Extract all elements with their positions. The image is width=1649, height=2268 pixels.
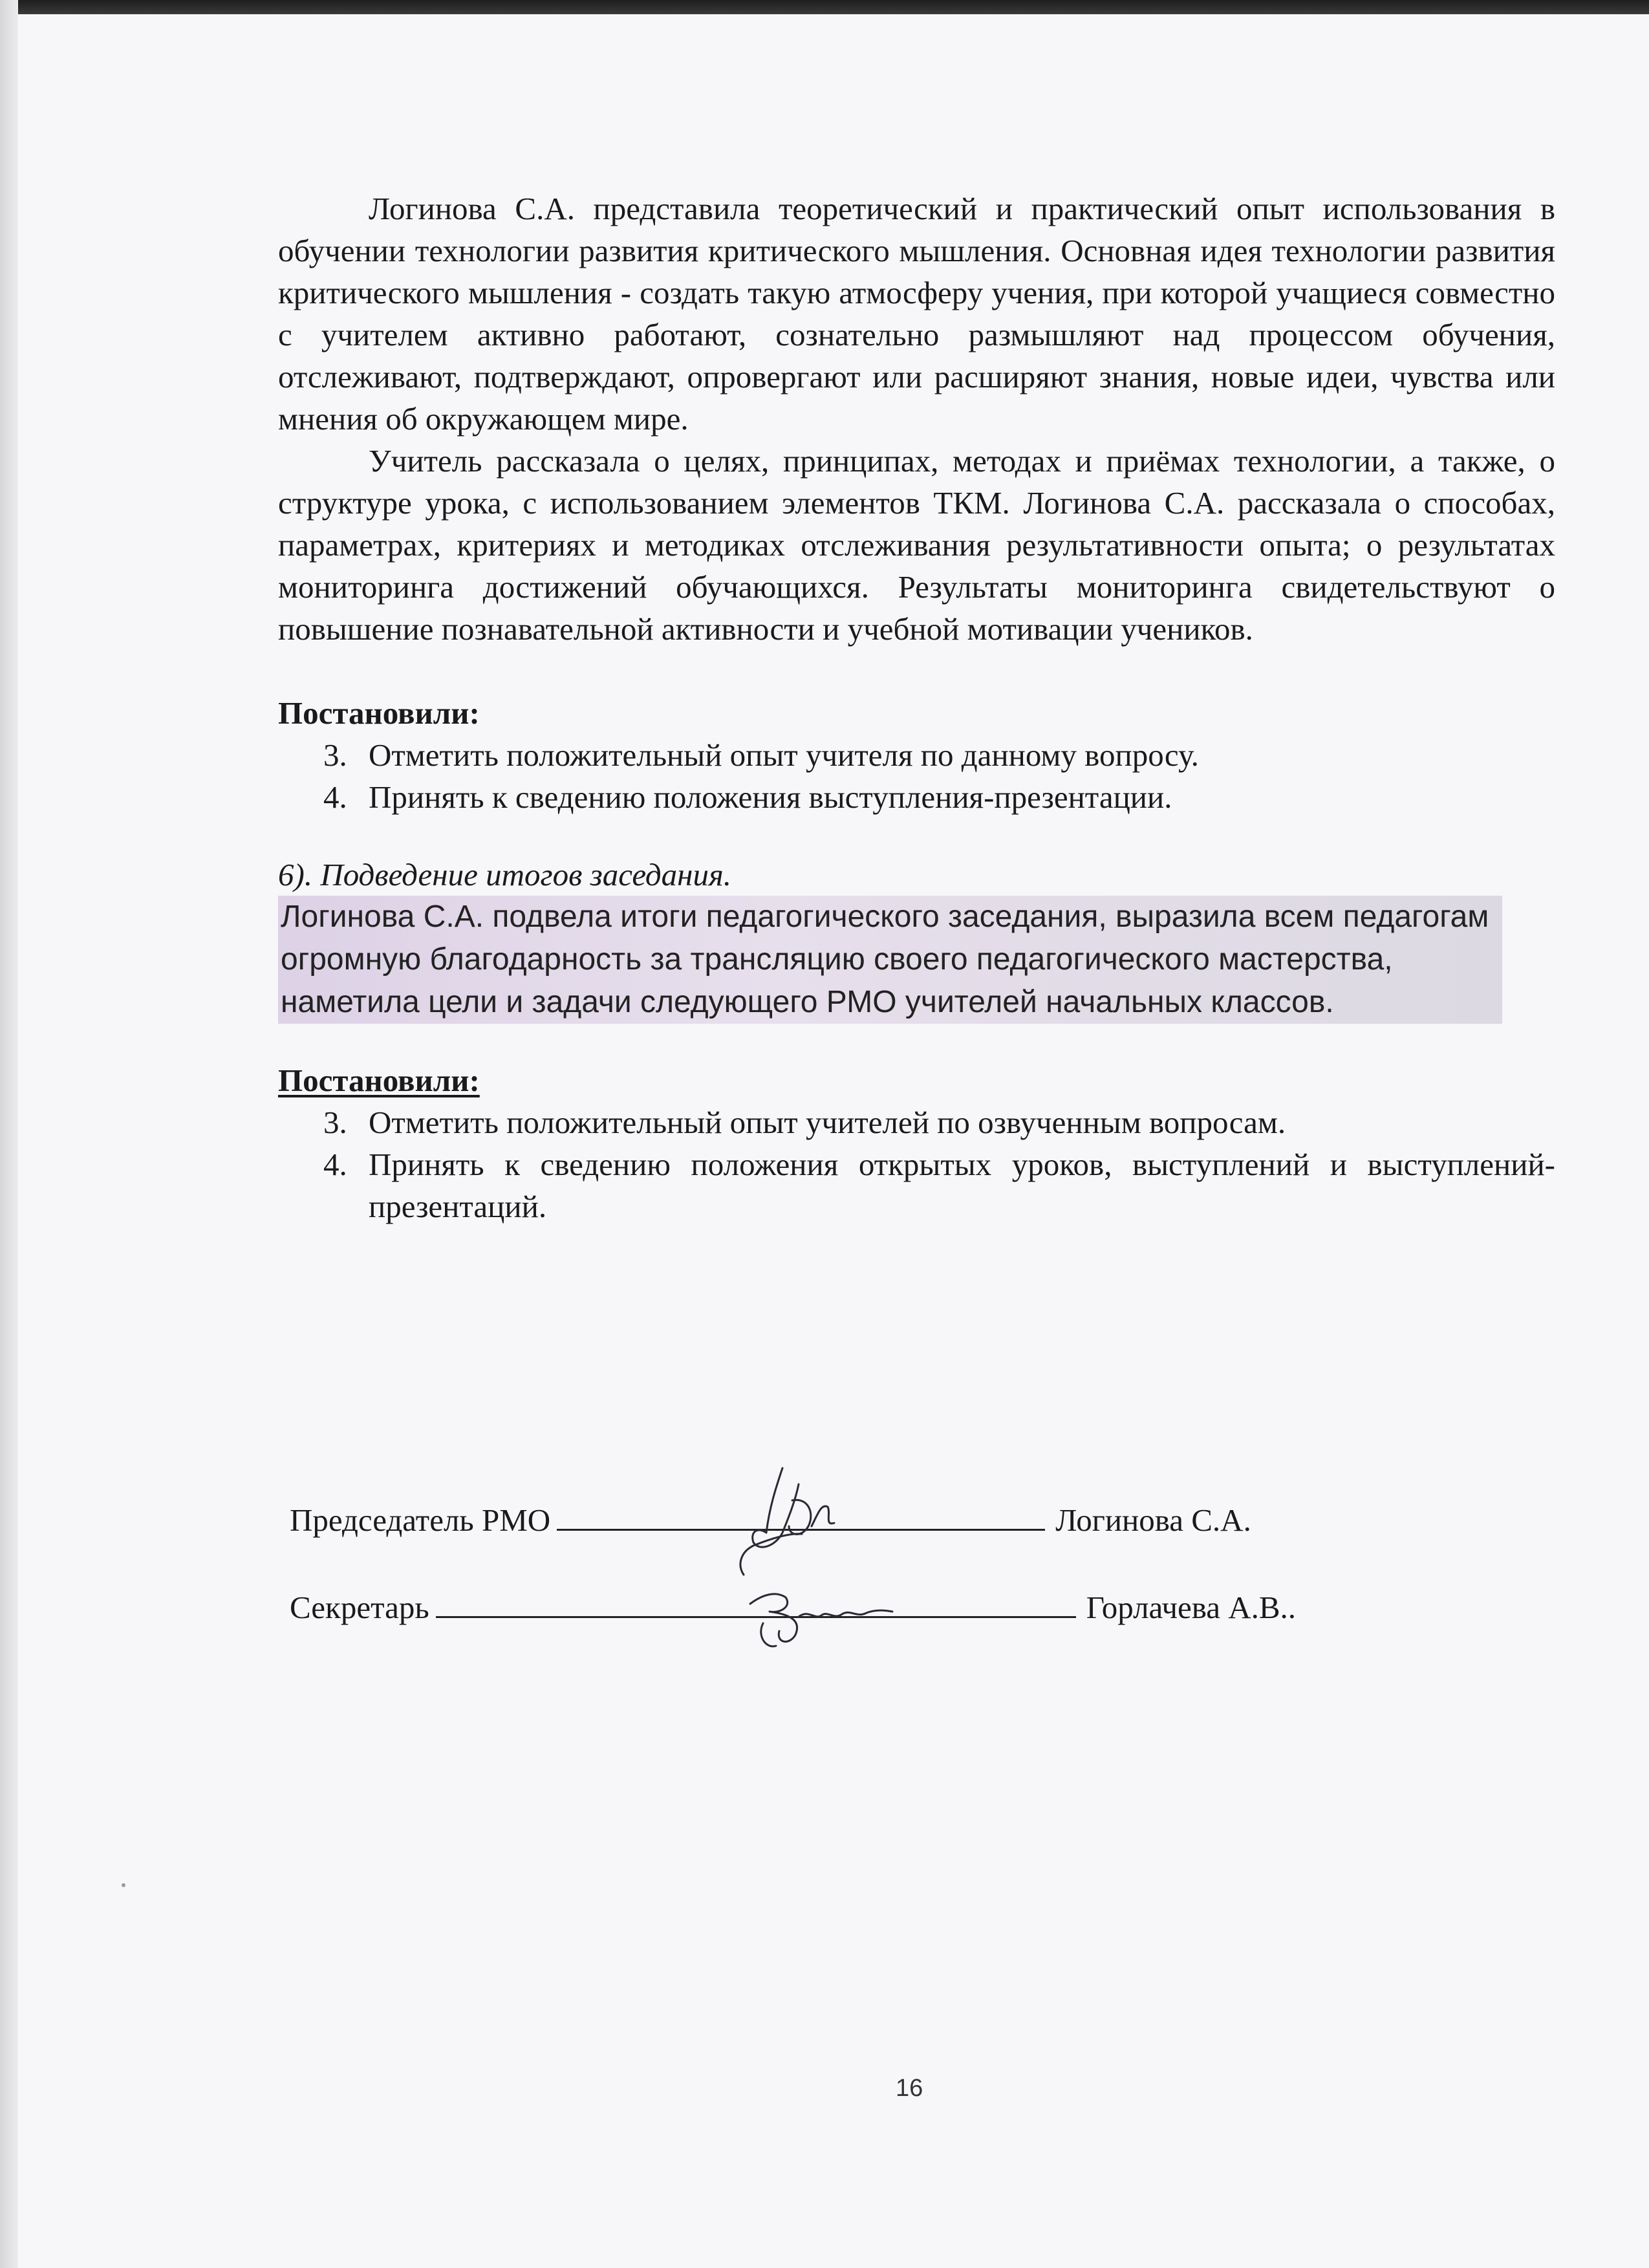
list-item-text: Отметить положительный опыт учителей по озвученным вопросам. — [369, 1105, 1286, 1140]
scan-edge-left — [0, 0, 18, 2268]
highlighted-summary: Логинова С.А. подвела итоги педагогического заседания, выразила всем педагогам огромную благодарность за трансляцию своего педагогического мастерства, наметила цели и задачи следующего РМО учителей начальных классов. — [278, 896, 1502, 1024]
resolution-heading: Постановили: — [278, 695, 480, 731]
list-item — [278, 1101, 1555, 1143]
list-item-number: 4. — [323, 779, 347, 815]
list-item — [278, 776, 1555, 818]
list-item-number: 3. — [323, 1105, 347, 1140]
list-item-text: Принять к сведению положения открытых уроков, выступлений и выступлений-презентаций. — [369, 1147, 1555, 1224]
list-item — [278, 1143, 1555, 1227]
scan-edge-top — [0, 0, 1649, 14]
chair-signature — [740, 1468, 834, 1575]
resolution-list — [278, 1101, 1555, 1227]
paragraph-critical-thinking: Логинова С.А. представила теоретический и практический опыт использования в обучении технологии развития критического мышления. Основная идея технологии развития критического мышления - создать такую атмосферу учения, при которой учащиеся совместно с учителем активно работают, сознательно размышляют над процессом обучения, отслеживают, подтверждают, опровергают или расширяют знания, новые идеи, чувства или мнения об окружающем мире. — [278, 191, 1555, 437]
signature-name: Логинова С.А. — [1055, 1502, 1251, 1538]
resolution-list — [278, 734, 1555, 818]
signature-role: Секретарь — [290, 1590, 429, 1625]
section-title: 6). Подведение итогов заседания. — [278, 857, 731, 892]
scan-speck — [122, 1883, 125, 1887]
document-body — [278, 188, 1555, 1227]
signature-role: Председатель РМО — [290, 1502, 551, 1538]
resolution-heading: Постановили: — [278, 1063, 480, 1098]
list-item-text: Принять к сведению положения выступления-презентации. — [369, 779, 1172, 815]
handwritten-signatures — [731, 1462, 899, 1656]
page-number: 16 — [896, 2075, 923, 2102]
paragraph-teacher-report: Учитель рассказала о целях, принципах, методах и приёмах технологии, а также, о структуре урока, с использованием элементов ТКМ. Логинова С.А. рассказала о способах, параметрах, критериях и методиках отслеживания результативности опыта; о результатах мониторинга достижений обучающихся. Результаты мониторинга свидетельствуют о повышение познавательной активности и учебной мотивации учеников. — [278, 443, 1555, 647]
list-item-number: 3. — [323, 737, 347, 773]
secretary-signature — [750, 1594, 892, 1647]
signature-name: Горлачева А.В.. — [1086, 1590, 1297, 1625]
list-item — [278, 734, 1555, 776]
list-item-text: Отметить положительный опыт учителя по данному вопросу. — [369, 737, 1199, 773]
list-item-number: 4. — [323, 1147, 347, 1182]
